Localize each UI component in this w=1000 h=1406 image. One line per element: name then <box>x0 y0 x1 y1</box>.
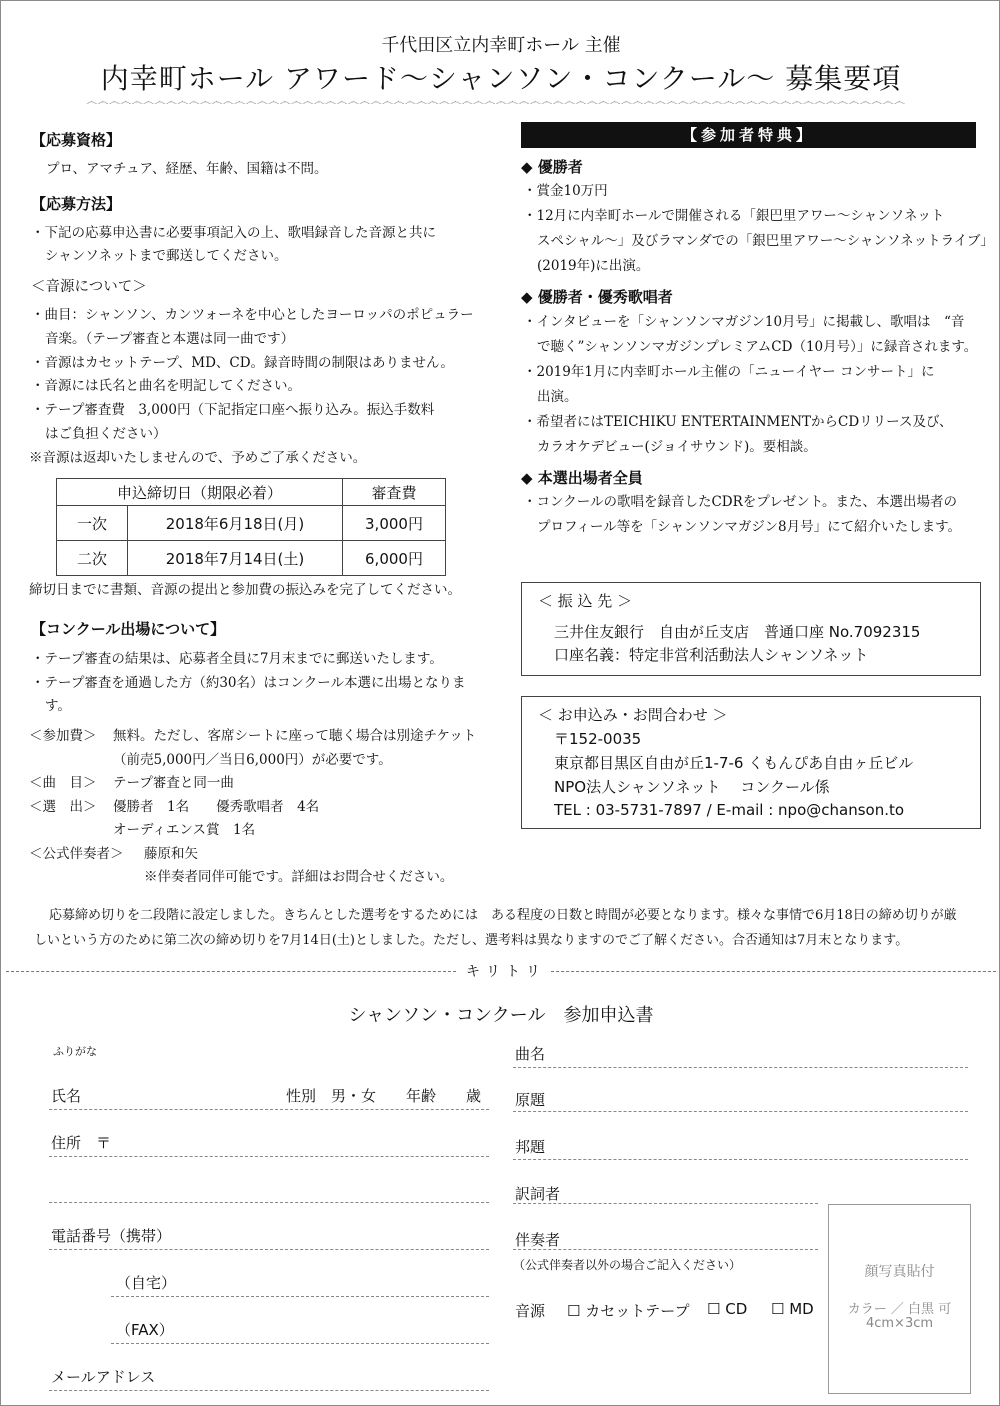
song-title-label: 曲名 <box>515 1045 546 1063</box>
source-option-label: カセットテープ <box>585 1302 690 1320</box>
table-cell: 6,000円 <box>343 541 446 576</box>
song-label: ＜曲 目＞ <box>29 775 97 791</box>
excellent-line: ・インタビューを「シャンソンマガジン10月号」に掲載し、歌唱は “音 <box>523 314 965 330</box>
email-label: メールアドレス <box>51 1368 156 1386</box>
winner-line: ・賞金10万円 <box>523 183 608 199</box>
contact-org: NPO法人シャンソネット コンクール係 <box>554 778 830 796</box>
notice-line: しいという方のために第二次の締め切りを7月14日(土)としました。ただし、選考料は異なりますのでご了解ください。合否通知は7月末となります。 <box>34 933 909 948</box>
contact-box <box>521 696 981 829</box>
excellent-line: ・2019年1月に内幸町ホール主催の「ニューイヤー コンサート」に <box>523 364 935 380</box>
eligibility-text: プロ、アマチュア、経歴、年齢、国籍は不問。 <box>46 161 328 177</box>
accompanist-name: 藤原和矢 <box>144 846 198 862</box>
song-text: テープ審査と同一曲 <box>113 775 234 791</box>
fee-table <box>56 478 446 576</box>
source-option-md[interactable] <box>771 1300 814 1318</box>
table-cell: 一次 <box>57 506 128 541</box>
deadline-note: 締切日までに書類、音源の提出と参加費の振込みを完了してください。 <box>29 582 461 598</box>
notice-line: 応募締め切りを二段階に設定しました。きちんとした選考をするためには ある程度の日数と時間が必要となります。様々な事情で6月18日の締め切りが厳 <box>49 908 957 923</box>
source-line: ・曲目：シャンソン、カンツォーネを中心としたヨーロッパのポピュラー <box>31 307 474 323</box>
accompanist-note: ※伴奏者同伴可能です。詳細はお問合せください。 <box>144 869 454 885</box>
table-cell: 2018年6月18日(月) <box>128 506 343 541</box>
name-field[interactable] <box>49 1109 489 1110</box>
source-line: 音楽。（テープ審査と本選は同一曲です） <box>45 331 295 347</box>
table-row <box>57 541 446 576</box>
excellent-line: 出演。 <box>537 389 578 405</box>
ornament-divider: ෴෴෴෴෴෴෴෴෴෴෴෴෴෴෴෴෴෴෴෴෴෴෴෴෴෴෴෴෴෴෴෴෴෴෴෴෴෴෴෴෴෴෴෴෴෴෴෴෴෴෴෴෴෴෴෴෴෴෴෴෴෴෴෴෴෴෴෴෴෴෴෴ <box>86 94 906 108</box>
source-line: ・テープ審査費 3,000円（下記指定口座へ振り込み。振込手数料 <box>31 402 435 418</box>
photo-size: 4cm×3cm <box>865 1316 934 1331</box>
accompanist-note: （公式伴奏者以外の場合ご記入ください） <box>513 1258 742 1272</box>
source-line: ・音源はカセットテープ、MD、CD。録音時間の制限はありません。 <box>31 355 454 371</box>
fax-label: （FAX） <box>116 1321 174 1339</box>
transfer-bank: 三井住友銀行 自由が丘支店 普通口座 No.7092315 <box>554 623 921 641</box>
cut-dashes-right <box>551 971 996 972</box>
phone-mobile-field[interactable] <box>49 1249 489 1250</box>
form-title: シャンソン・コンクール 参加申込書 <box>348 1005 654 1026</box>
cut-dashes-left <box>6 971 456 972</box>
winner-heading: ◆ 優勝者 <box>521 158 583 176</box>
excellent-line: カラオケデビュー(ジョイサウンド)。要相談。 <box>537 439 817 455</box>
phone-mobile-label: 電話番号（携帯） <box>51 1227 172 1245</box>
source-field-label: 音源 <box>515 1302 546 1320</box>
address-label: 住所 〒 <box>51 1134 112 1152</box>
winner-line: スペシャル〜」及びラマンダでの「銀巴里アワー〜シャンソネットライブ」 <box>537 233 994 249</box>
transfer-heading: ＜ 振 込 先 ＞ <box>538 592 633 610</box>
age-label: 年齢 歳 <box>406 1087 482 1105</box>
finalist-line: ・コンクールの歌唱を録音したCDRをプレゼント。また、本選出場者の <box>523 494 958 510</box>
winner-line: ・12月に内幸町ホールで開催される「銀巴里アワー〜シャンソネット <box>523 208 945 224</box>
email-field[interactable] <box>49 1390 489 1391</box>
furigana-label: ふりがな <box>53 1045 97 1058</box>
finalist-line: プロフィール等を「シャンソンマガジン8月号」にて紹介いたします。 <box>537 519 962 535</box>
fax-field[interactable] <box>111 1343 489 1344</box>
contact-heading: ＜ お申込み・お問合わせ ＞ <box>538 706 728 724</box>
participation-fee-text: 無料。ただし、客席シートに座って聴く場合は別途チケット <box>113 728 477 744</box>
source-option-cassette[interactable] <box>567 1300 690 1321</box>
excellent-heading: ◆ 優勝者・優秀歌唱者 <box>521 288 673 306</box>
table-header-row <box>57 479 446 506</box>
original-title-label: 原題 <box>515 1091 546 1109</box>
table-row <box>57 506 446 541</box>
table-cell: 3,000円 <box>343 506 446 541</box>
selection-text: オーディエンス賞 1名 <box>113 822 256 838</box>
method-heading: 【応募方法】 <box>31 195 122 213</box>
photo-box <box>828 1204 971 1394</box>
address-field[interactable] <box>49 1156 489 1157</box>
eligibility-heading: 【応募資格】 <box>31 131 122 149</box>
checkbox-icon: ☐ <box>567 1302 581 1320</box>
source-option-label: MD <box>789 1300 814 1318</box>
selection-label: ＜選 出＞ <box>29 799 97 815</box>
table-header: 申込締切日（期限必着） <box>57 479 343 506</box>
accompanist-label: ＜公式伴奏者＞ <box>29 846 124 862</box>
translator-field[interactable] <box>513 1203 818 1204</box>
page-title: 内幸町ホール アワード〜シャンソン・コンクール〜 募集要項 <box>100 62 902 95</box>
cut-label: キリトリ <box>456 961 556 981</box>
contest-heading: 【コンクール出場について】 <box>31 620 226 638</box>
source-option-cd[interactable] <box>707 1300 747 1318</box>
accompanist-field[interactable] <box>513 1249 818 1250</box>
finalist-heading: ◆ 本選出場者全員 <box>521 469 643 487</box>
participation-fee-text: （前売5,000円／当日6,000円）が必要です。 <box>113 752 392 768</box>
photo-label: 顔写真貼付 <box>864 1264 935 1280</box>
contact-address: 東京都目黒区自由が丘1-7-6 くもんぴあ自由ヶ丘ビル <box>554 754 914 772</box>
cut-line <box>6 961 996 981</box>
method-line: シャンソネットまで郵送してください。 <box>45 248 288 264</box>
transfer-box <box>521 582 981 676</box>
table-header: 審査費 <box>343 479 446 506</box>
contest-line: ・テープ審査を通過した方（約30名）はコンクール本選に出場となりま <box>31 675 466 691</box>
accompanist-field-label: 伴奏者 <box>515 1231 561 1249</box>
song-title-field[interactable] <box>513 1067 968 1068</box>
table-cell: 2018年7月14日(土) <box>128 541 343 576</box>
address-field-2[interactable] <box>49 1202 489 1203</box>
photo-spec: カラー ／ 白黒 可 <box>847 1302 952 1317</box>
organizer-subtitle: 千代田区立内幸町ホール 主催 <box>381 35 621 56</box>
gender-label: 性別 男・女 <box>286 1087 377 1105</box>
phone-home-label: （自宅） <box>116 1274 177 1292</box>
source-option-label: CD <box>725 1300 748 1318</box>
excellent-line: で聴く”シャンソンマガジンプレミアムCD（10月号）」に録音されます。 <box>537 339 978 355</box>
japanese-title-label: 邦題 <box>515 1138 546 1156</box>
contest-line: ・テープ審査の結果は、応募者全員に7月末までに郵送いたします。 <box>31 651 443 667</box>
name-label: 氏名 <box>51 1087 82 1105</box>
source-heading: ＜音源について＞ <box>31 279 147 295</box>
contact-postal: 〒152-0035 <box>554 730 642 748</box>
transfer-account-name: 口座名義：特定非営利活動法人シャンソネット <box>554 646 869 664</box>
benefits-band: 【参加者特典】 <box>521 122 976 148</box>
checkbox-icon: ☐ <box>707 1300 721 1318</box>
phone-home-field[interactable] <box>111 1296 489 1297</box>
winner-line: (2019年)に出演。 <box>537 258 650 274</box>
source-line: ※音源は返却いたしませんので、予めご了承ください。 <box>29 450 367 466</box>
participation-fee-label: ＜参加費＞ <box>29 728 97 744</box>
contact-tel-email: TEL : 03-5731-7897 / E-mail : npo@chanson.to <box>554 801 905 819</box>
source-line: ・音源には氏名と曲名を明記してください。 <box>31 378 301 394</box>
table-cell: 二次 <box>57 541 128 576</box>
translator-label: 訳詞者 <box>515 1185 561 1203</box>
source-line: はご負担ください） <box>45 426 167 442</box>
japanese-title-field[interactable] <box>513 1159 968 1160</box>
excellent-line: ・希望者にはTEICHIKU ENTERTAINMENTからCDリリース及び、 <box>523 414 953 430</box>
method-line: ・下記の応募申込書に必要事項記入の上、歌唱録音した音源と共に <box>31 225 436 241</box>
checkbox-icon: ☐ <box>771 1300 785 1318</box>
original-title-field[interactable] <box>513 1111 968 1112</box>
selection-text: 優勝者 1名 優秀歌唱者 4名 <box>113 799 320 815</box>
contest-line: す。 <box>45 698 71 714</box>
